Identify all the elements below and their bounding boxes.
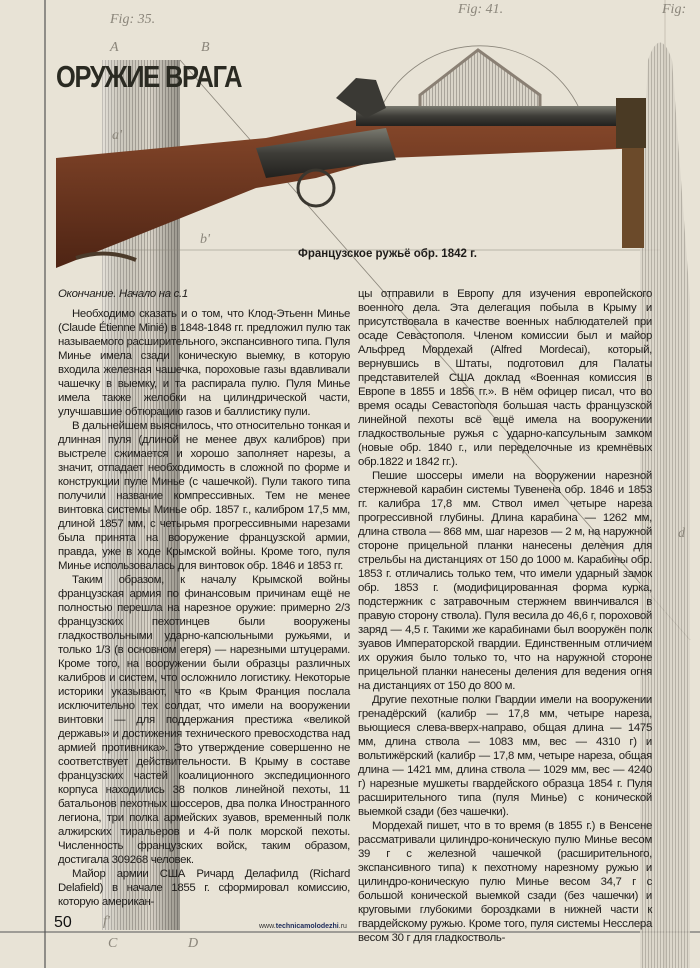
paragraph: Пешие шоссеры имели на вооружении нарезной стержневой карабин системы Тувенена обр. 1846 и 1853 гг. калибра 17,8 мм. Ствол имел четыре нареза прогрессивной глубины. Длина карабина — 1262 мм, длина ствола — 868 мм, шаг нарезов — 2 м, на наружной стороне прицельной планки нанесены деления для стрельбы на дистанциях от 150 до 1000 м. Карабины обр. 1853 г. отличались только тем, что имели ударный замок обр. 1853 г. (модифицированная форма курка, подстержник с затравочным стержнем ввинчивался в правую сторону ствола). Пуля весила до 46,6 г, пороховой заряд — 4,5 г. Такими же карабинами был вооружён полк зуавов Императорской гвардии. Единственным отличием их оружия было только то, что на наружной стороне прицельной планки нанесены деления для ведения огня на дистанциях от 150 до 800 м. <box>358 470 652 692</box>
fig-letter: a' <box>112 128 122 143</box>
fig-letter: B <box>201 40 210 55</box>
page-title: ОРУЖИЕ ВРАГА <box>56 59 242 94</box>
fig-label: Fig: 35. <box>110 12 156 27</box>
site-name: technicamolodezhi <box>275 923 339 930</box>
rifle-photo <box>56 68 656 278</box>
site-suffix: .ru <box>338 923 347 930</box>
continuation-note: Окончание. Начало на с.1 <box>58 288 188 300</box>
paragraph: Мордехай пишет, что в то время (в 1855 г.) в Венсене рассматривали цилиндро-коническую пулю Минье весом 39 г с железной чашечкой (расширительного, экспансивного типа) к пехотному нарезному ружью и цилиндро-коническую пулю Минье весом 34,7 г с большой конической выемкой сзади (без чашечки) и круговыми глубокими бороздками в нижней части к гвардейскому ружью. Кроме того, пуля системы Несслера весом 30 г для гладкостволь- <box>358 820 652 944</box>
website-link[interactable] <box>259 922 347 931</box>
site-prefix: www. <box>259 923 276 930</box>
paragraph: Майор армии США Ричард Делафилд (Richard Delafield) в начале 1855 г. сформировал комиссию, которую американ- <box>58 868 350 908</box>
paragraph: В дальнейшем выяснилось, что относительно тонкая и длинная пуля (длиной не менее двух калибров) при выстреле сжимается и хорошо заполняет нарезы, а значит, отпадает необходимость в сложной по форме и конструкции пуле Минье (с чашечкой). Пули такого типа получили название компрессивных. Тем не менее винтовка системы Минье обр. 1857 г., калибром 17,5 мм, длиной 1857 мм, с четырьмя прогрессивными нарезами была принята на вооружение французской армии, правда, уже в ходе Крымской войны. Кроме того, пуля Минье использовалась для винтовок обр. 1846 и 1853 гг. <box>58 420 350 572</box>
paragraph: Необходимо сказать и о том, что Клод-Этьенн Минье (Claude Étienne Minié) в 1848-1848 гг. предложил пулю так называемого расширительного, экспансивного типа. Пуля Минье имела сзади коническую выемку, в которую входила железная чашечка, пороховые газы вдавливали чашечку в выемку, и та распирала пулю. Пуля Минье имела также желобки на цилиндрической части, улучшавшие обтюрацию газов и баллистику пули. <box>58 308 350 418</box>
paragraph: Другие пехотные полки Гвардии имели на вооружении гренадёрский (калибр — 17,8 мм, четыре нареза, вьющиеся слева-вверх-направо, общая длина — 1475 мм, длина ствола — 1083 мм, вес — 4310 г) и вольтижёрский (калибр — 17,8 мм, четыре нареза, общая длина — 1421 мм, длина ствола — 1029 мм, вес — 4240 г) нарезные мушкеты гвардейского образца 1854 г. Пуля расширительного типа (пуля Минье) с конической выемкой сзади (без чашечки). <box>358 694 652 818</box>
fig-letter: A <box>110 40 119 55</box>
fig-letter: D <box>188 936 199 951</box>
fig-letter: b' <box>200 232 210 247</box>
figure-caption: Французское ружьё обр. 1842 г. <box>298 248 477 260</box>
article-column-right <box>358 287 652 945</box>
fig-letter: d <box>678 526 685 541</box>
page-number: 50 <box>54 914 72 931</box>
fig-letter: C <box>108 936 118 951</box>
article-column-left <box>58 287 350 909</box>
fig-label: Fig: <box>662 2 687 17</box>
fig-letter: f' <box>103 914 110 929</box>
paragraph: цы отправили в Европу для изучения европейского военного дела. Эта делегация побыла в Крыму и присутствовала в качестве военных наблюдателей при осаде Севастополя. Членом комиссии был и майор Альфред Мордехай (Alfred Mordecai), который, вернувшись в Штаты, подготовил для Палаты представителей США доклад «Военная комиссия в Европе в 1855 и 1856 гг.». В нём офицер писал, что во время осады Севастополя большая часть французской линейной пехоты всё ещё имела на вооружении гладкоствольные ружья с ударно-капсульным замком (новые обр. 1840 г., или переделочные из кремнёвых обр.1822 и 1842 гг.). <box>358 288 652 468</box>
paragraph: Таким образом, к началу Крымской войны французская армия по финансовым причинам ещё не полностью перешла на нарезное оружие: примерно 2/3 французских пехотинцев были вооружены гладкоствольными ударно-капсюльными ружьями, и только 1/3 (в основном егеря) — нарезными штуцерами. Кроме того, на вооружении были образцы различных калибров и систем, что осложнило логистику. Некоторые историки указывают, что «в Крым Франция послала исключительно тех солдат, что имели на вооружении винтовки — для поддержания престижа «великой державы» и достижения технического превосходства над армией противника». Это утверждение совершенно не соответствует действительности. В Крыму в составе французских частей коалиционного экспедиционного корпуса находились 38 полков линейной пехоты, 11 батальонов пехотных шоссеров, два полка Иностранного легиона, три полка армейских зуавов, временный полк алжирских тиральеров и 4-й полк морской пехоты. Численность французских войск, таким образом, достигала 309268 человек. <box>58 574 350 866</box>
fig-label: Fig: 41. <box>458 2 504 17</box>
